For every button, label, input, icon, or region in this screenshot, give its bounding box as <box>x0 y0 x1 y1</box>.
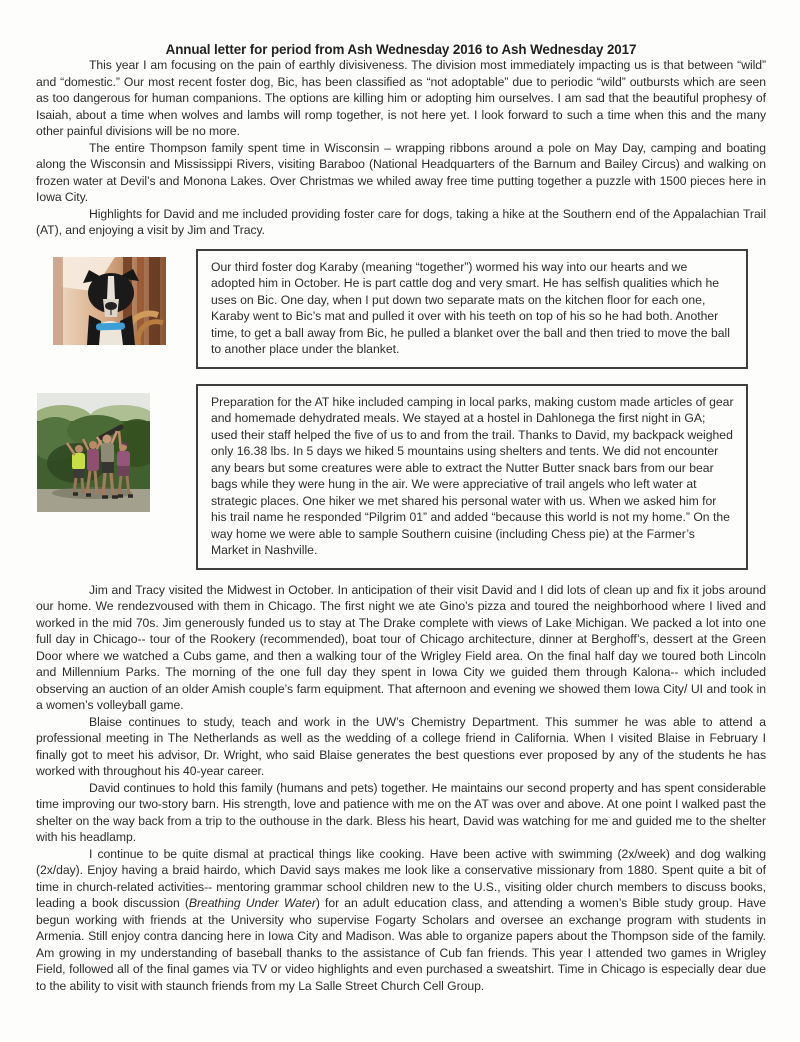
group-photo <box>37 393 150 512</box>
dog-nose <box>105 302 117 310</box>
karaby-callout: Our third foster dog Karaby (meaning “together”) wormed his way into our hearts and we adopted him in October. He is part cattle dog and very smart. He has selfish qualities which he uses on Bic. One day, when I put down two separate mats on the kitchen floor for each one, Karaby went to Bic’s mat and pulled it over with his teeth on top of his so he had both. Another time, to get a ball away from Bic, he pulled a blanket over the ball and then tried to move the ball to another place under the blanket. <box>196 249 748 369</box>
at-hike-callout: Preparation for the AT hike included camping in local parks, making custom made articles of gear and homemade dehydrated meals. We stayed at a hostel in Dahlonega the first night in GA; used their staff helped the five of us to and from the trail. Thanks to David, my backpack weighed only 16.38 lbs. In 5 days we hiked 5 mountains using shelters and tents. We did not encounter any bears but some creatures were able to extract the Nutter Butter snack bars from our bear bags while they were hung in the air. We were appreciative of trail angels who left water at strategic places. One hiker we met shared his personal water with us. When we asked him for his trail name he responded “Pilgrim 01” and added “because this world is not my home.” On the way home we were able to sample Southern cuisine (including Chess pie) at the Farmer’s Market in Nashville. <box>196 384 748 570</box>
hiker1-shorts <box>73 469 84 478</box>
hiker4-shorts <box>118 466 130 476</box>
paragraph-blaise: Blaise continues to study, teach and work in the UW’s Chemistry Department. This summer he was able to attend a professional meeting in The Netherlands as well as the wedding of a college friend in California. When I visited Blaise in February I finally got to meet his advisor, Dr. Wright, who said Blaise generates the best questions ever proposed by any of the students he has worked with throughout his 40-year career. <box>36 714 766 778</box>
paragraph-jim-tracy-visit: Jim and Tracy visited the Midwest in October. In anticipation of their visit David and I did lots of clean up and fix it jobs around our home. We rendezvoused with them in Chicago. The first night we ate Gino’s pizza and toured the neighborhood where I lived and worked in the mid 70s. Jim generously funded us to stay at The Drake complete with views of Lake Michigan. We packed a lot into one full day in Chicago-- tour of the Rookery (recommended), boat tour of Chicago architecture, dinner at Berghoff’s, dessert at the Green Door where we watched a Cubs game, and then a walking tour of the Wrigley Field area. On the final half day we toured both Lincoln and Millennium Parks. The morning of the one full day they spent in Iowa City we guided them through Kalona-- which included observing an auction of an older Amish couple’s farm equipment. That afternoon and evening we showed them Iowa City/ UI and took in a women’s volleyball game. <box>36 582 766 712</box>
paragraph-highlights: Highlights for David and me included providing foster care for dogs, taking a hike at the Southern end of the Appalachian Trail (AT), and enjoying a visit by Jim and Tracy. <box>36 206 766 237</box>
hiker2-head <box>89 441 97 449</box>
book-title: Breathing Under Water <box>188 896 316 910</box>
letter-title: Annual letter for period from Ash Wednesday 2016 to Ash Wednesday 2017 <box>165 42 637 57</box>
paragraph-david: David continues to hold this family (humans and pets) together. He maintains our second property and has spent considerable time improving our two-story barn. His strength, love and patience with me on the AT was over and above. At one point I walked past the shelter on the way back from a trip to the outhouse in the dark. Bless his heart, David was watching for me and guided me to the shelter with his headlamp. <box>36 780 766 844</box>
karaby-figure-row <box>36 249 766 369</box>
hiker3-head <box>103 434 112 443</box>
paragraph-wisconsin: The entire Thompson family spent time in Wisconsin – wrapping ribbons around a pole on May Day, camping and boating along the Wisconsin and Mississippi Rivers, visiting Baraboo (National Headquarters of the Barnum and Bailey Circus) and walking on frozen water at Devil’s and Monona Lakes. Over Christmas we whiled away free time putting together a puzzle with 1500 pieces here in Iowa City. <box>36 140 766 204</box>
dog-collar <box>96 322 125 330</box>
paragraph-personal-update-post: ) for an adult education class, and attending a women’s Bible study group. Have begun working with friends at the University who supervise Fogarty Scholars and oversee an exchange program with students in Armenia. Still enjoy contra dancing here in Iowa City and Madison. Was able to organize papers about the Thompson side of the family. Am growing in my understanding of baseball thanks to the assistance of Cub fan friends. This year I attended two games in Wrigley Field, followed all of the final games via TV or video highlights and even purchased a sweatshirt. Time in Chicago is especially dear due to the ability to visit with staunch friends from my La Salle Street Church Cell Group. <box>36 896 767 993</box>
paragraph-personal-update-pre: I continue to be quite dismal at practical things like cooking. Have been active with swimming (2x/week) and dog walking (2x/day). Enjoy having a braid hairdo, which David says makes me look like a conservative missionary from 1880. Spent quite a bit of time in church-related activities-- mentoring grammar school children new to the U.S., visiting older church members to discuss books, leading a book discussion ( <box>36 846 766 910</box>
at-hike-figure-row <box>36 384 766 570</box>
hiker3-shirt <box>101 443 114 463</box>
hiker3-shorts <box>102 462 114 473</box>
hiker4-shirt <box>117 451 130 467</box>
paragraph-divisiveness: This year I am focusing on the pain of earthly divisiveness. The division most immediately impacting us is that between “wild” and “domestic.” Our most recent foster dog, Bic, has been classified as “not adoptable” due to periodic “wild” outbursts which are seen as too dangerous for human companions. The options are killing him or adopting him ourselves. I am sad that the beautiful prophesy of Isaiah, about a time when wolves and lambs will romp together, is not here yet. I look forward to such a time when this and the many other painful divisions will be no more. <box>36 58 766 138</box>
hiker2-dress <box>87 449 99 471</box>
left-wall-band <box>53 257 63 345</box>
dog-photo <box>53 257 166 345</box>
hiker1-head <box>75 445 83 453</box>
paragraph-personal-update <box>36 846 766 995</box>
dog-blaze <box>107 276 115 299</box>
